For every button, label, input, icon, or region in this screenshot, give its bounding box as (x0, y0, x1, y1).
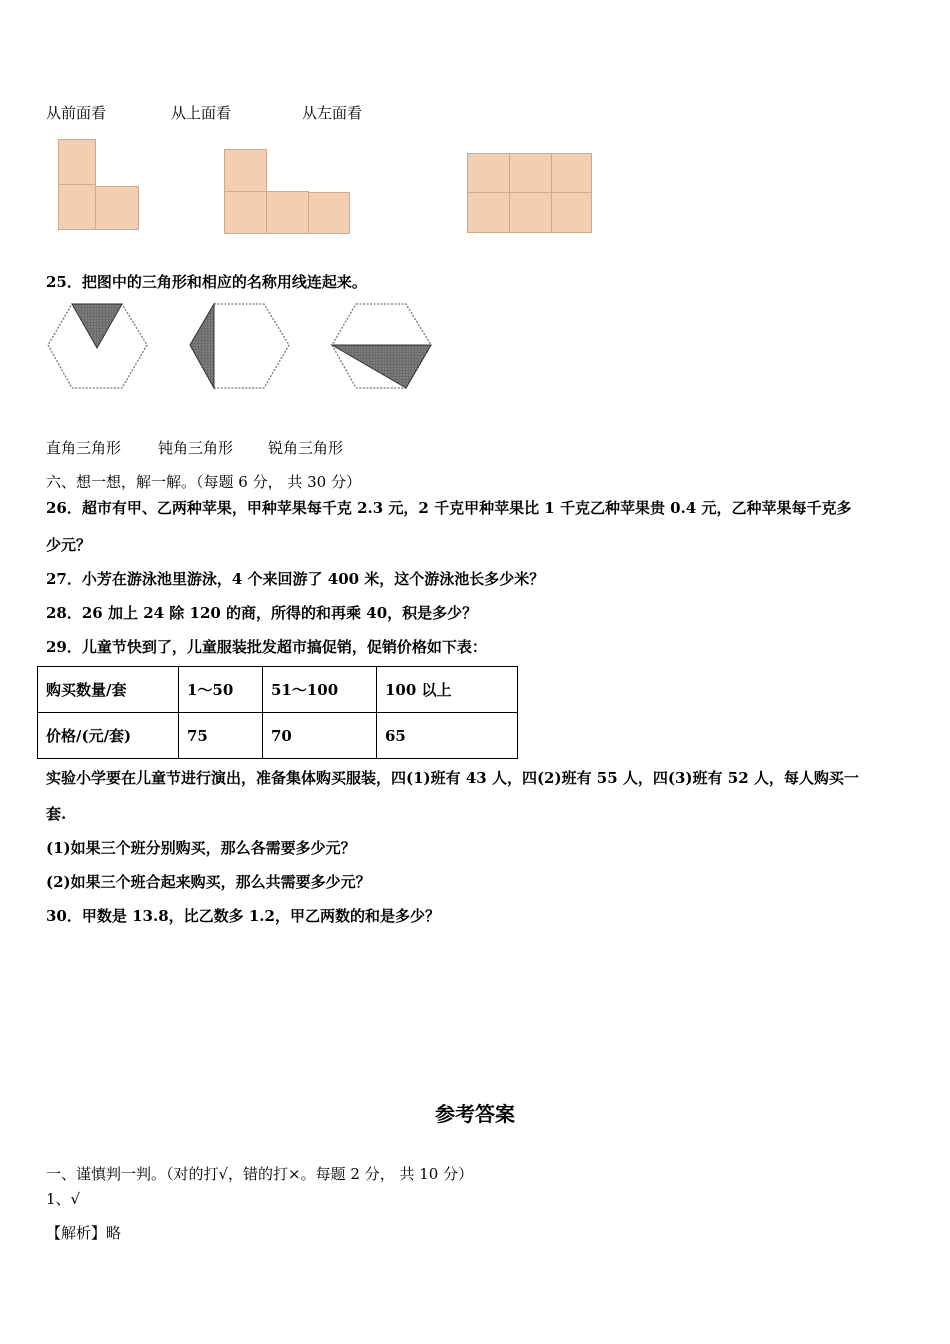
section6-title: 六、想一想，解一解。（每题 6 分， 共 30 分） (46, 473, 361, 491)
table-cell: 100 以上 (377, 667, 518, 713)
q30-text: 30．甲数是 13.8，比乙数多 1.2，甲乙两数的和是多少？ (46, 907, 440, 925)
table-cell: 购买数量/套 (38, 667, 179, 713)
triangle-name-right: 直角三角形 (46, 439, 122, 457)
table-cell: 75 (179, 713, 263, 759)
q26-line1: 26．超市有甲、乙两种苹果，甲种苹果每千克 2.3 元，2 千克甲种苹果比 1 千克乙种苹果贵 0.4 元，乙种苹果每千克多 (46, 499, 852, 517)
triangle-name-obtuse: 钝角三角形 (158, 439, 234, 457)
answer-1-analysis: 【解析】略 (46, 1224, 122, 1242)
view-label-front: 从前面看 (46, 104, 107, 122)
q29-sub1: (1)如果三个班分别购买，那么各需要多少元？ (46, 839, 356, 857)
hexagon-figures (40, 296, 460, 396)
hexagon-3 (332, 304, 431, 388)
triangle-name-acute: 锐角三角形 (268, 439, 344, 457)
q29-line1: 实验小学要在儿童节进行演出，准备集体购买服装，四(1)班有 43 人，四(2)班有 55 人，四(3)班有 52 人，每人购买一 (46, 769, 859, 787)
q28-text: 28．26 加上 24 除 120 的商，所得的和再乘 40，积是多少？ (46, 604, 478, 622)
table-row (38, 667, 518, 713)
q29-sub2: (2)如果三个班合起来购买，那么共需要多少元？ (46, 873, 371, 891)
answer-1: 1、√ (46, 1190, 81, 1208)
table-row (38, 713, 518, 759)
q25-text: 25．把图中的三角形和相应的名称用线连起来。 (46, 273, 367, 291)
view-label-top: 从上面看 (171, 104, 232, 122)
hexagon-1 (48, 304, 147, 388)
answers-section1: 一、谨慎判一判。（对的打√，错的打×。每题 2 分， 共 10 分） (46, 1165, 474, 1183)
table-cell: 70 (263, 713, 377, 759)
q27-text: 27．小芳在游泳池里游泳，4 个来回游了 400 米，这个游泳池长多少米？ (46, 570, 545, 588)
price-table (37, 666, 518, 759)
table-cell: 1～50 (179, 667, 263, 713)
table-cell: 51～100 (263, 667, 377, 713)
answers-title: 参考答案 (435, 1102, 515, 1126)
table-cell: 65 (377, 713, 518, 759)
q26-line2: 少元？ (46, 536, 92, 554)
table-cell: 价格/(元/套) (38, 713, 179, 759)
q29-line2: 套. (46, 805, 67, 823)
q29-intro: 29．儿童节快到了，儿童服装批发超市搞促销，促销价格如下表： (46, 638, 487, 656)
hexagon-2 (190, 304, 289, 388)
view-label-left: 从左面看 (302, 104, 363, 122)
